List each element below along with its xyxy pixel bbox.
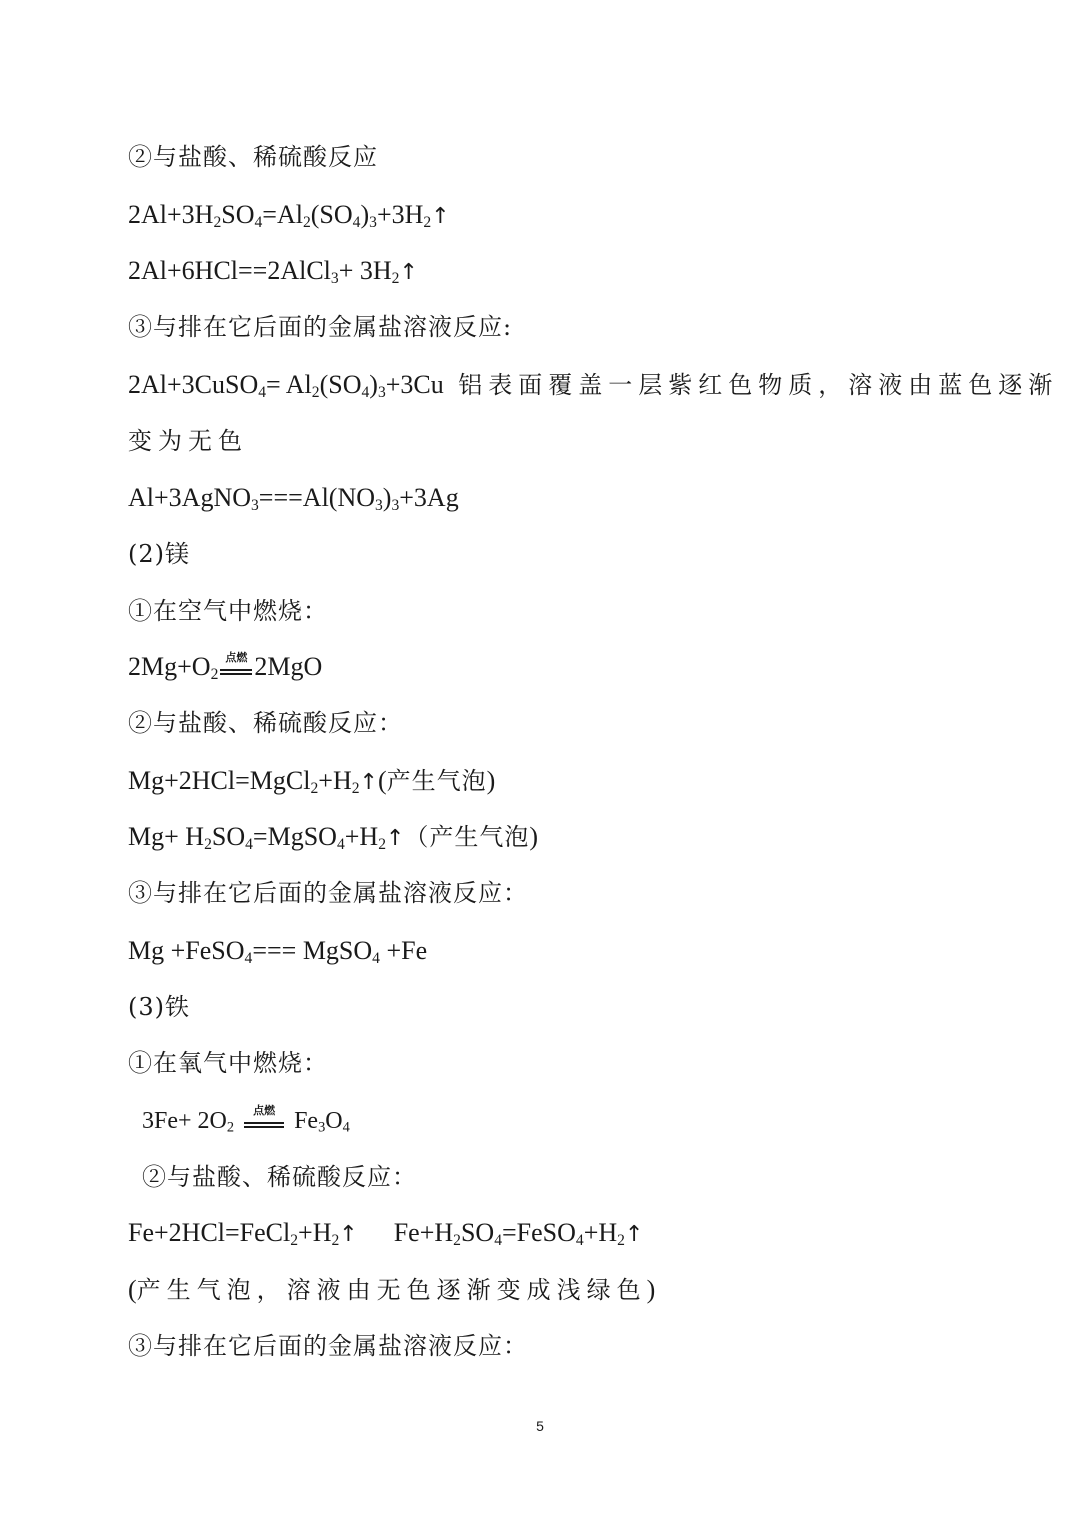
eq-part: (SO xyxy=(310,200,353,229)
equals-bar xyxy=(220,669,252,671)
subscript: 3 xyxy=(251,496,259,514)
heading-text: (2)镁 xyxy=(128,540,190,568)
subscript: 4 xyxy=(372,949,380,967)
eq-part: =Al xyxy=(262,200,303,229)
text-line-6 xyxy=(128,424,248,458)
text-line-4 xyxy=(128,310,512,344)
subscript: 2 xyxy=(310,779,319,797)
eq-part: SO xyxy=(221,200,255,229)
subscript: 4 xyxy=(342,1119,350,1136)
observation-note: 产生气泡 xyxy=(386,767,487,795)
heading-text: ②与盐酸、稀硫酸反应： xyxy=(142,1163,417,1191)
eq-part: ) xyxy=(646,1275,656,1304)
heading-text: ①在氧气中燃烧： xyxy=(128,1049,328,1077)
text-line-9 xyxy=(128,594,328,628)
equation-mg-feso4 xyxy=(128,934,427,968)
eq-part: 2Mg+O xyxy=(128,652,211,681)
equation-al-hcl xyxy=(128,254,418,290)
text-line-17 xyxy=(128,1046,328,1080)
eq-part: 2MgO xyxy=(254,652,323,681)
text-line-1 xyxy=(128,140,378,174)
subscript: 2 xyxy=(617,1231,625,1249)
eq-part: Fe+H xyxy=(393,1218,454,1247)
eq-part: +3Ag xyxy=(399,483,459,512)
eq-part: +H xyxy=(344,822,379,851)
subscript: 2 xyxy=(204,835,212,853)
subscript: 4 xyxy=(336,835,345,853)
subscript: 2 xyxy=(391,269,400,287)
heading-text: ③与排在它后面的金属盐溶液反应： xyxy=(128,879,528,907)
equation-mg-h2so4 xyxy=(128,820,538,856)
eq-part: +Fe xyxy=(379,936,428,965)
condition-label: 点燃 xyxy=(253,1104,276,1118)
subscript: 2 xyxy=(213,213,222,231)
eq-part: ) xyxy=(382,483,392,512)
observation-note: 变为无色 xyxy=(128,427,248,455)
condition-label: 点燃 xyxy=(225,651,248,665)
eq-part: 2Al+3H xyxy=(128,200,214,229)
subscript: 2 xyxy=(290,1231,299,1249)
eq-part: =FeSO xyxy=(502,1218,576,1247)
text-line-22 xyxy=(128,1329,528,1363)
up-arrow-icon: ↑ xyxy=(431,204,450,229)
equals-bar xyxy=(244,1122,284,1124)
observation-note: （产生气泡 xyxy=(404,823,530,851)
subscript: 2 xyxy=(311,383,320,401)
heading-text: ③与排在它后面的金属盐溶液反应： xyxy=(128,1332,528,1360)
equals-bar xyxy=(220,673,252,675)
subscript: 3 xyxy=(391,496,400,514)
subscript: 4 xyxy=(244,949,253,967)
subscript: 3 xyxy=(369,213,377,231)
subscript: 4 xyxy=(361,383,370,401)
subscript: 2 xyxy=(210,665,219,683)
up-arrow-icon: ↑ xyxy=(624,1222,644,1247)
subscript: 4 xyxy=(258,383,267,401)
subscript: 3 xyxy=(375,496,383,514)
equation-mg-o2 xyxy=(128,650,322,684)
eq-part: = Al xyxy=(266,370,312,399)
subscript: 4 xyxy=(494,1231,503,1249)
reaction-condition xyxy=(218,651,254,684)
subscript: 3 xyxy=(330,269,339,287)
text-line-21 xyxy=(128,1273,655,1307)
eq-part: Mg+2HCl=MgCl xyxy=(128,766,311,795)
subscript: 2 xyxy=(331,1231,340,1249)
equation-fe-o2 xyxy=(142,1104,350,1138)
eq-part: +H xyxy=(583,1218,618,1247)
equation-al-agno3 xyxy=(128,481,459,515)
eq-part: ) xyxy=(529,822,539,851)
eq-part: 2Al+3CuSO xyxy=(128,370,259,399)
heading-text: (3)铁 xyxy=(128,993,190,1021)
section-heading-mg xyxy=(128,537,190,571)
eq-part: Mg +FeSO xyxy=(128,936,245,965)
eq-part: 3Fe+ 2O xyxy=(142,1108,227,1134)
subscript: 2 xyxy=(423,213,432,231)
section-heading-fe xyxy=(128,990,190,1024)
equals-bar xyxy=(244,1126,284,1128)
subscript: 4 xyxy=(352,213,361,231)
eq-part: +3Cu xyxy=(385,370,444,399)
subscript: 2 xyxy=(302,213,311,231)
reaction-condition xyxy=(242,1104,286,1137)
text-line-14 xyxy=(128,876,528,910)
eq-part: ) xyxy=(360,200,370,229)
heading-text: ③与排在它后面的金属盐溶液反应: xyxy=(128,313,513,341)
up-arrow-icon: ↑ xyxy=(399,260,418,285)
eq-part: + 3H xyxy=(338,256,392,285)
eq-part: ( xyxy=(128,1275,137,1304)
equation-al-cuso4 xyxy=(128,368,1058,402)
subscript: 2 xyxy=(453,1231,461,1249)
subscript: 4 xyxy=(245,835,253,853)
eq-part: Fe xyxy=(294,1108,319,1134)
eq-part: Al+3AgNO xyxy=(128,483,251,512)
eq-part: +H xyxy=(318,766,352,795)
subscript: 2 xyxy=(226,1119,235,1136)
heading-text: ②与盐酸、稀硫酸反应 xyxy=(128,143,378,171)
eq-part: Mg+ H xyxy=(128,822,205,851)
text-line-11 xyxy=(128,706,403,740)
eq-part: Fe+2HCl=FeCl xyxy=(128,1218,291,1247)
up-arrow-icon: ↑ xyxy=(385,826,405,851)
eq-part: SO xyxy=(460,1218,495,1247)
eq-part: (SO xyxy=(319,370,362,399)
eq-part: === MgSO xyxy=(252,936,373,965)
subscript: 4 xyxy=(575,1231,584,1249)
eq-part: +H xyxy=(298,1218,332,1247)
equation-al-h2so4 xyxy=(128,198,450,234)
subscript: 4 xyxy=(254,213,263,231)
eq-part: ) xyxy=(369,370,378,399)
heading-text: ①在空气中燃烧： xyxy=(128,597,328,625)
eq-part: SO xyxy=(211,822,246,851)
eq-part: ===Al(NO xyxy=(258,483,375,512)
eq-part: 2Al+6HCl==2AlCl xyxy=(128,256,331,285)
subscript: 3 xyxy=(318,1119,326,1136)
eq-part: O xyxy=(325,1108,343,1134)
observation-note: 产生气泡，溶液由无色逐渐变成浅绿色 xyxy=(136,1276,647,1304)
subscript: 2 xyxy=(351,779,360,797)
subscript: 3 xyxy=(377,383,386,401)
eq-part: =MgSO xyxy=(252,822,337,851)
subscript: 2 xyxy=(378,835,386,853)
up-arrow-icon: ↑ xyxy=(339,1222,358,1247)
eq-part: ) xyxy=(486,766,496,795)
eq-part: ( xyxy=(377,766,387,795)
equation-mg-hcl xyxy=(128,764,495,800)
equation-fe-acids xyxy=(128,1216,643,1252)
page-number: 5 xyxy=(536,1418,544,1434)
observation-note: 铝表面覆盖一层紫红色物质，溶液由蓝色逐渐 xyxy=(458,371,1059,399)
up-arrow-icon: ↑ xyxy=(359,770,378,795)
heading-text: ②与盐酸、稀硫酸反应： xyxy=(128,709,403,737)
eq-part: +3H xyxy=(376,200,424,229)
text-line-19 xyxy=(142,1160,417,1194)
